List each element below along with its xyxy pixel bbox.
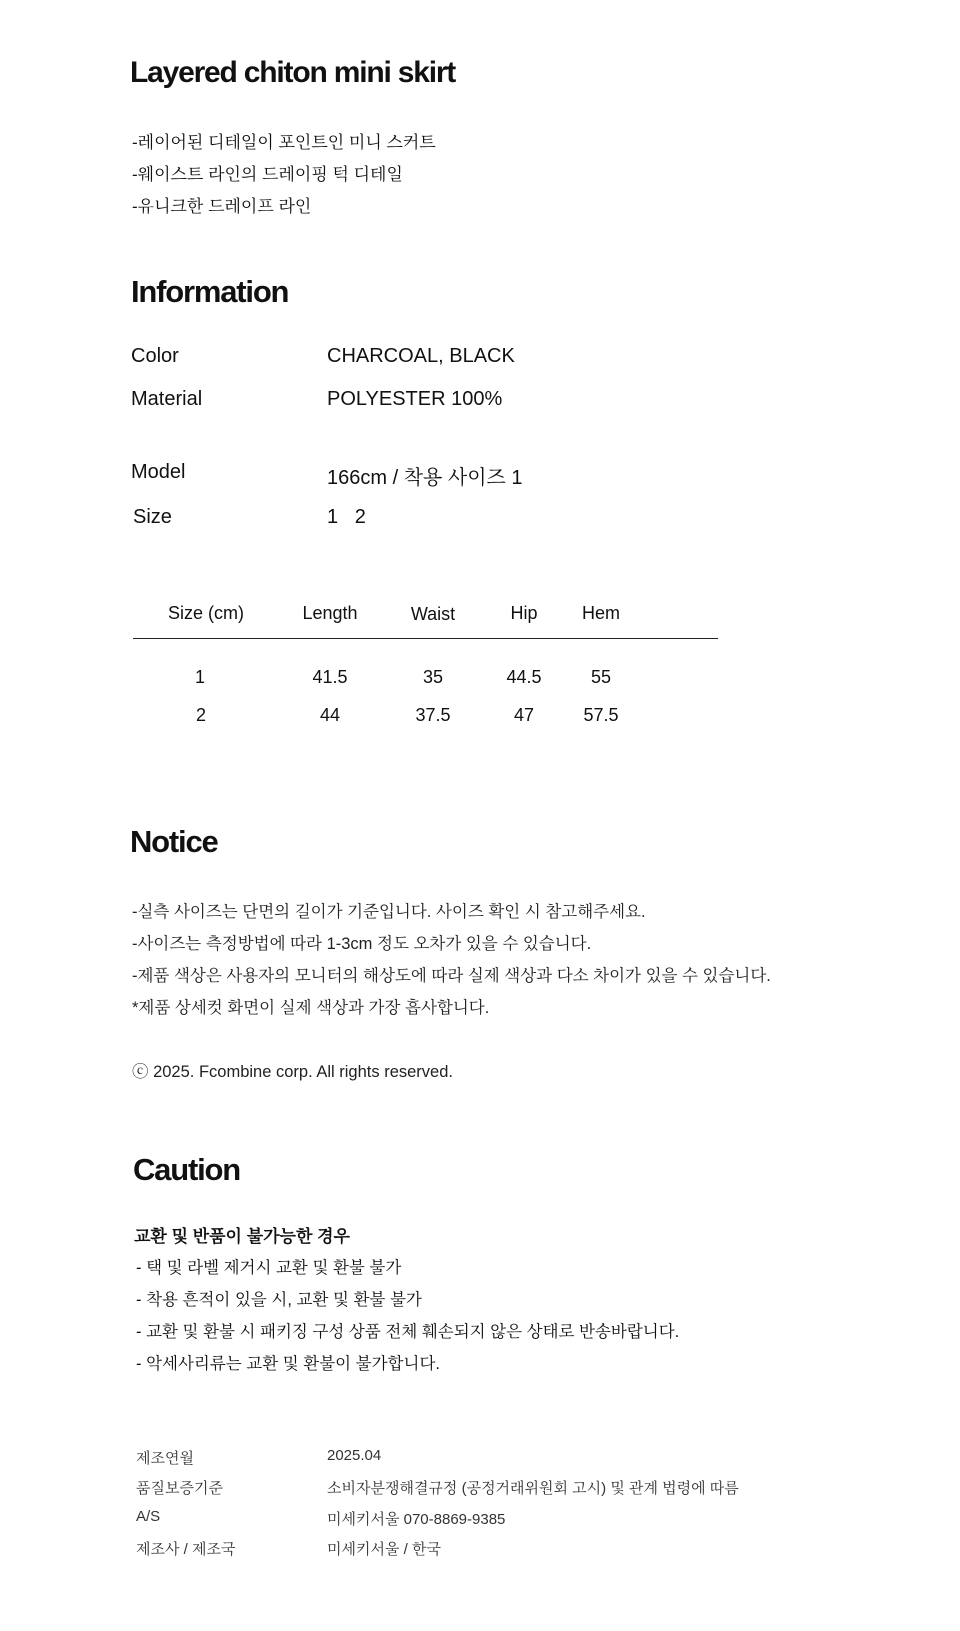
table-cell: 35 [422, 667, 444, 687]
notice-line: -제품 색상은 사용자의 모니터의 해상도에 따라 실제 색상과 다소 차이가 있을 수 있습니다. [132, 967, 771, 985]
table-cell: 41.5 [312, 667, 348, 687]
meta-label: 품질보증기준 [136, 1480, 223, 1497]
description-line: -유니크한 드레이프 라인 [132, 197, 312, 216]
meta-label: A/S [136, 1508, 161, 1525]
size-table-divider [133, 638, 718, 639]
size-table-header: Size (cm) [168, 603, 244, 623]
notice-line: -사이즈는 측정방법에 따라 1-3cm 정도 오차가 있을 수 있습니다. [132, 935, 592, 953]
info-label-size: Size [133, 506, 172, 528]
info-value-model: 166cm / 착용 사이즈 1 [327, 467, 523, 489]
notice-heading: Notice [130, 824, 218, 859]
table-cell: 2 [195, 705, 206, 725]
info-value-material: POLYESTER 100% [327, 388, 503, 410]
info-label-model: Model [131, 461, 186, 483]
caution-line: - 교환 및 환불 시 패키징 구성 상품 전체 훼손되지 않은 상태로 반송바랍니다. [136, 1323, 680, 1341]
information-heading: Information [131, 274, 289, 309]
info-label-material: Material [131, 388, 203, 410]
meta-value: 미세키서울 070-8869-9385 [327, 1511, 506, 1528]
description-line: -레이어된 디테일이 포인트인 미니 스커트 [132, 133, 436, 152]
caution-line: - 착용 흔적이 있을 시, 교환 및 환불 불가 [136, 1291, 422, 1309]
product-title: Layered chiton mini skirt [130, 56, 456, 89]
caution-line: - 택 및 라벨 제거시 교환 및 환불 불가 [136, 1259, 402, 1277]
table-cell: 57.5 [583, 705, 619, 725]
size-table-header: Waist [410, 604, 456, 624]
notice-line: -실측 사이즈는 단면의 길이가 기준입니다. 사이즈 확인 시 참고해주세요. [132, 903, 646, 921]
info-value-color: CHARCOAL, BLACK [327, 345, 515, 367]
caution-heading: Caution [133, 1152, 240, 1187]
table-cell: 55 [590, 667, 612, 687]
table-cell: 44.5 [506, 667, 542, 687]
caution-subheading: 교환 및 반품이 불가능한 경우 [134, 1227, 350, 1246]
info-value-size: 1 2 [327, 506, 366, 528]
meta-value: 소비자분쟁해결규정 (공정거래위원회 고시) 및 관계 법령에 따름 [327, 1480, 739, 1497]
size-table-header: Hip [510, 603, 538, 623]
table-cell: 44 [319, 705, 341, 725]
meta-label: 제조사 / 제조국 [136, 1541, 236, 1558]
notice-line: *제품 상세컷 화면이 실제 색상과 가장 흡사합니다. [132, 999, 490, 1017]
meta-value: 미세키서울 / 한국 [327, 1541, 441, 1558]
description-line: -웨이스트 라인의 드레이핑 턱 디테일 [132, 165, 403, 184]
table-cell: 37.5 [415, 705, 451, 725]
meta-label: 제조연월 [136, 1450, 194, 1467]
table-cell: 1 [194, 667, 205, 687]
size-table-header: Length [302, 603, 358, 623]
copyright: ⓒ 2025. Fcombine corp. All rights reserved. [132, 1063, 453, 1081]
info-label-color: Color [131, 345, 179, 367]
caution-line: - 악세사리류는 교환 및 환불이 불가합니다. [136, 1355, 440, 1373]
meta-value: 2025.04 [327, 1447, 382, 1464]
size-table-header: Hem [581, 603, 620, 623]
table-cell: 47 [513, 705, 535, 725]
